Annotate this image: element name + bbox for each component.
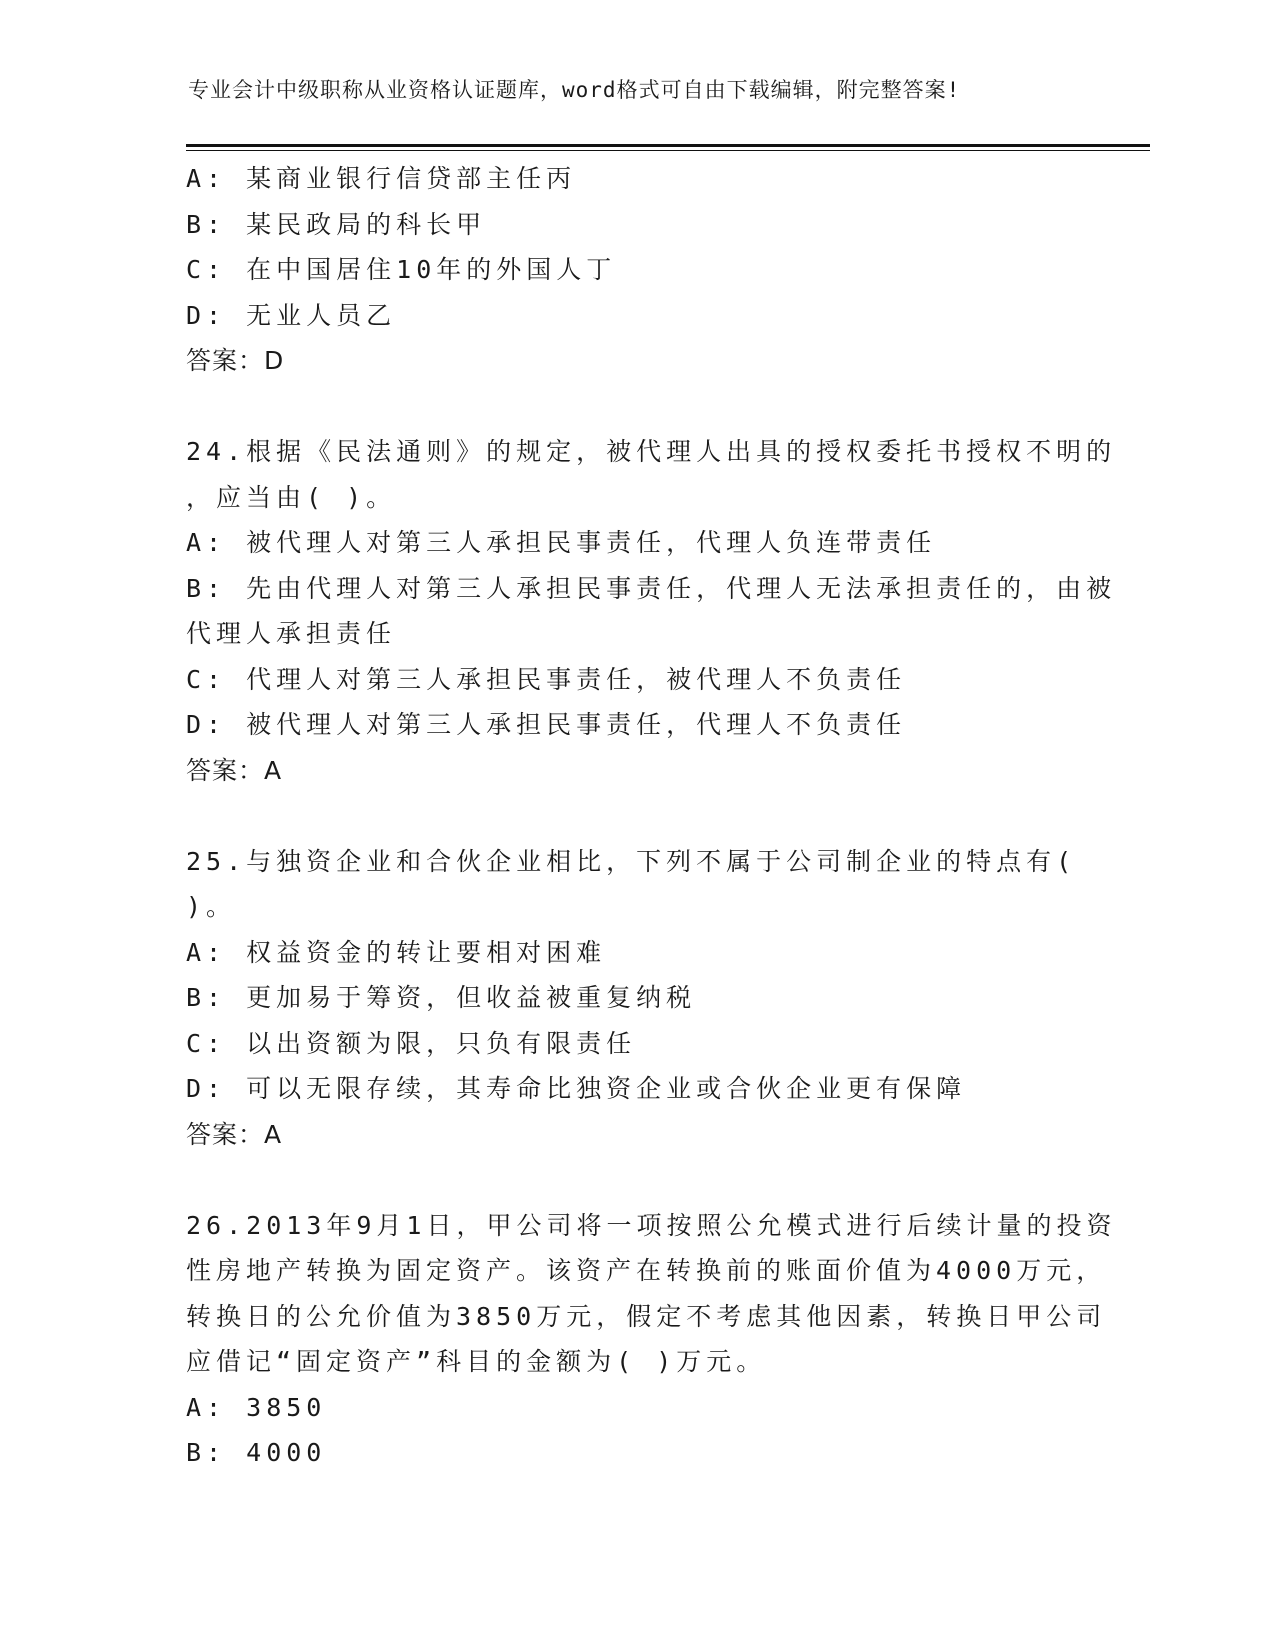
q24-option-b: B: 先由代理人对第三人承担民事责任，代理人无法承担责任的，由被 bbox=[186, 573, 1117, 603]
q26-stem-line-2: 性房地产转换为固定资产。该资产在转换前的账面价值为4000万元， bbox=[186, 1256, 1107, 1285]
q25-answer: 答案：A bbox=[186, 1119, 283, 1149]
q26-stem-line-1: 26.2013年9月1日，甲公司将一项按照公允模式进行后续计量的投资 bbox=[186, 1210, 1117, 1240]
q23-option-b: B: 某民政局的科长甲 bbox=[186, 209, 487, 239]
q24-option-a: A: 被代理人对第三人承担民事责任，代理人负连带责任 bbox=[186, 528, 937, 557]
q25-option-c: C: 以出资额为限，只负有限责任 bbox=[186, 1028, 637, 1058]
q25-option-b: B: 更加易于筹资，但收益被重复纳税 bbox=[186, 983, 697, 1012]
q23-option-a: A: 某商业银行信贷部主任丙 bbox=[186, 164, 577, 193]
q26-stem-line-3: 转换日的公允价值为3850万元，假定不考虑其他因素，转换日甲公司 bbox=[186, 1301, 1107, 1331]
q26-stem-line-4: 应借记“固定资产”科目的金额为( )万元。 bbox=[186, 1347, 767, 1376]
spacer bbox=[186, 793, 1086, 839]
q24-stem-line-1: 24.根据《民法通则》的规定，被代理人出具的授权委托书授权不明的 bbox=[186, 437, 1117, 466]
q25-stem-line-2: )。 bbox=[186, 892, 237, 921]
q24-answer: 答案：A bbox=[186, 755, 283, 785]
q25-stem-line-1: 25.与独资企业和合伙企业相比，下列不属于公司制企业的特点有( bbox=[186, 846, 1077, 876]
header-note: 专业会计中级职称从业资格认证题库，word格式可自由下载编辑，附完整答案! bbox=[188, 78, 961, 102]
spacer bbox=[186, 1157, 1086, 1203]
q25-option-a: A: 权益资金的转让要相对困难 bbox=[186, 937, 607, 967]
q23-answer: 答案：D bbox=[186, 346, 285, 375]
q23-option-c: C: 在中国居住10年的外国人丁 bbox=[186, 255, 617, 284]
q24-option-d: D: 被代理人对第三人承担民事责任，代理人不负责任 bbox=[186, 710, 907, 739]
q24-option-c: C: 代理人对第三人承担民事责任，被代理人不负责任 bbox=[186, 664, 907, 694]
q24-stem-line-2: ，应当由( )。 bbox=[186, 482, 397, 512]
q23-option-d: D: 无业人员乙 bbox=[186, 300, 397, 330]
q24-option-b-continued: 代理人承担责任 bbox=[186, 619, 397, 648]
q26-option-b: B: 4000 bbox=[186, 1438, 327, 1467]
q25-option-d: D: 可以无限存续，其寿命比独资企业或合伙企业更有保障 bbox=[186, 1074, 967, 1103]
header-rule-thin bbox=[186, 150, 1150, 151]
spacer bbox=[186, 384, 1086, 430]
header-rule-thick bbox=[186, 144, 1150, 147]
q26-option-a: A: 3850 bbox=[186, 1392, 327, 1422]
question-content bbox=[186, 156, 1117, 1476]
